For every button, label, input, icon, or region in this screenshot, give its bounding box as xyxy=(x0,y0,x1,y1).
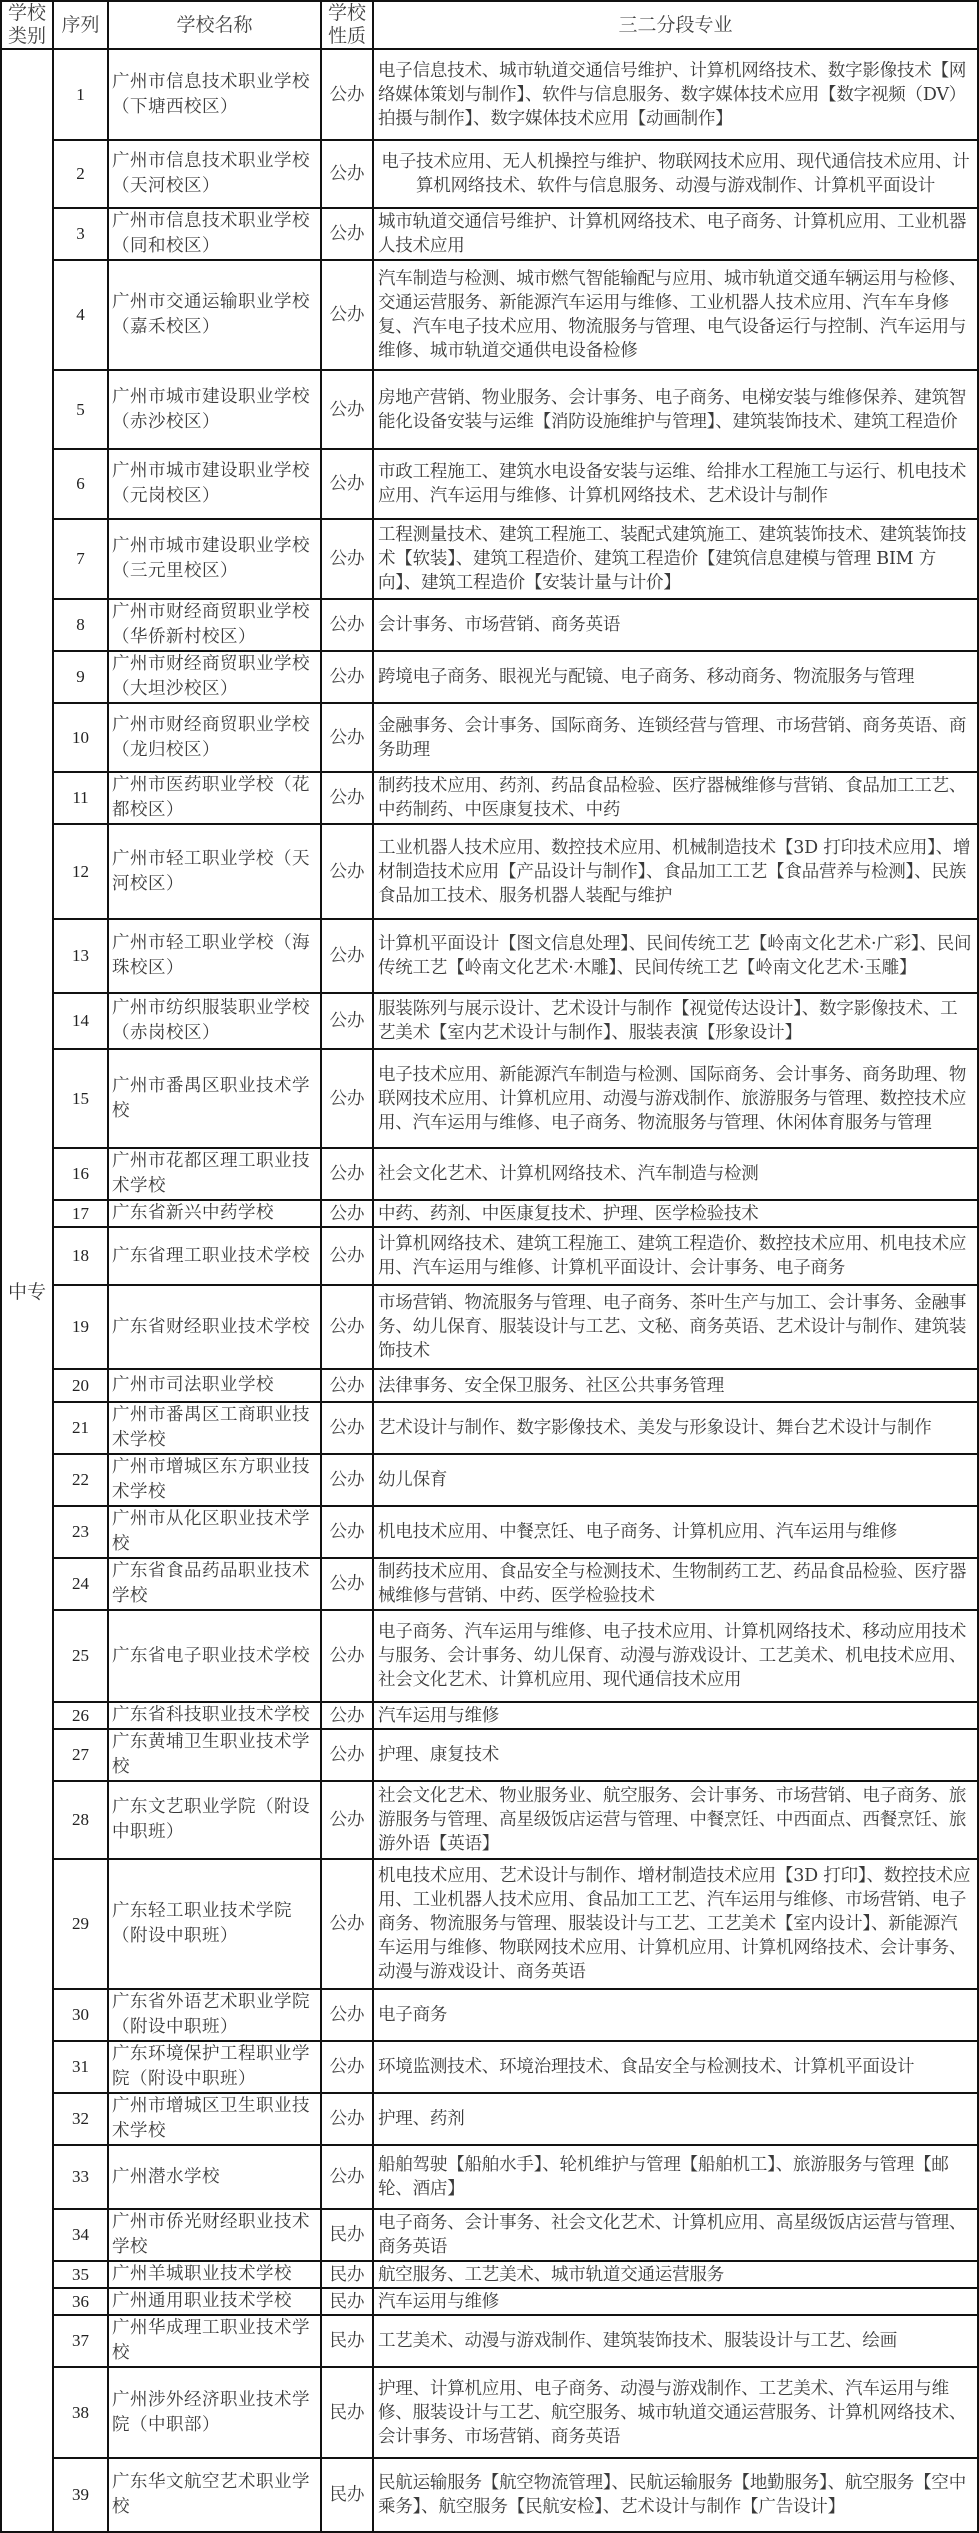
school-name-cell: 广东省财经职业技术学校 xyxy=(108,1285,321,1369)
header-school-name: 学校名称 xyxy=(108,1,321,49)
school-type-cell: 公办 xyxy=(321,919,373,993)
school-name-cell: 广州市花都区理工职业技术学校 xyxy=(108,1148,321,1200)
table-row xyxy=(1,824,978,919)
school-name-cell: 广东环境保护工程职业学院（附设中职班） xyxy=(108,2041,321,2093)
table-row xyxy=(1,370,978,449)
school-type-cell: 公办 xyxy=(321,2093,373,2145)
school-name-cell: 广州市交通运输职业学校（嘉禾校区） xyxy=(108,260,321,370)
majors-cell: 计算机网络技术、建筑工程施工、建筑工程造价、数控技术应用、机电技术应用、汽车运用与维修、计算机平面设计、会计事务、电子商务 xyxy=(373,1227,978,1285)
table-row xyxy=(1,1148,978,1200)
school-name-cell: 广州华成理工职业技术学校 xyxy=(108,2315,321,2367)
school-type-cell: 公办 xyxy=(321,993,373,1049)
majors-cell: 机电技术应用、中餐烹饪、电子商务、计算机应用、汽车运用与维修 xyxy=(373,1506,978,1558)
school-name-cell: 广州市信息技术职业学校（同和校区） xyxy=(108,208,321,260)
sequence-cell: 14 xyxy=(53,993,108,1049)
school-type-cell: 公办 xyxy=(321,824,373,919)
sequence-cell: 10 xyxy=(53,703,108,772)
majors-cell: 汽车制造与检测、城市燃气智能输配与应用、城市轨道交通车辆运用与检修、交通运营服务、新能源汽车运用与维修、工业机器人技术应用、汽车车身修复、汽车电子技术应用、物流服务与管理、电气设备运行与控制、汽车运用与维修、城市轨道交通供电设备检修 xyxy=(373,260,978,370)
majors-cell: 电子技术应用、新能源汽车制造与检测、国际商务、会计事务、商务助理、物联网技术应用、计算机应用、动漫与游戏制作、旅游服务与管理、数控技术应用、汽车运用与维修、电子商务、物流服务与管理、休闲体育服务与管理 xyxy=(373,1049,978,1148)
school-type-cell: 公办 xyxy=(321,1989,373,2041)
table-row xyxy=(1,2093,978,2145)
sequence-cell: 6 xyxy=(53,449,108,519)
sequence-cell: 35 xyxy=(53,2261,108,2288)
sequence-cell: 4 xyxy=(53,260,108,370)
majors-cell: 房地产营销、物业服务、会计事务、电子商务、电梯安装与维修保养、建筑智能化设备安装与运维【消防设施维护与管理】、建筑装饰技术、建筑工程造价 xyxy=(373,370,978,449)
table-row xyxy=(1,449,978,519)
school-name-cell: 广东文艺职业学院（附设中职班） xyxy=(108,1781,321,1859)
school-name-cell: 广州市轻工职业学校（天河校区） xyxy=(108,824,321,919)
table-row xyxy=(1,1702,978,1729)
majors-cell: 制药技术应用、药剂、药品食品检验、医疗器械维修与营销、食品加工工艺、中药制药、中医康复技术、中药 xyxy=(373,772,978,824)
table-row xyxy=(1,1610,978,1702)
school-type-cell: 公办 xyxy=(321,260,373,370)
table-row xyxy=(1,1285,978,1369)
school-name-cell: 广东省食品药品职业技术学校 xyxy=(108,1558,321,1610)
sequence-cell: 19 xyxy=(53,1285,108,1369)
table-row xyxy=(1,2367,978,2458)
sequence-cell: 37 xyxy=(53,2315,108,2367)
table-row xyxy=(1,1369,978,1402)
school-name-cell: 广州市财经商贸职业学校（龙归校区） xyxy=(108,703,321,772)
majors-cell: 环境监测技术、环境治理技术、食品安全与检测技术、计算机平面设计 xyxy=(373,2041,978,2093)
sequence-cell: 1 xyxy=(53,49,108,140)
school-name-cell: 广东轻工职业技术学院（附设中职班） xyxy=(108,1859,321,1989)
school-type-cell: 公办 xyxy=(321,519,373,599)
school-type-cell: 民办 xyxy=(321,2315,373,2367)
table-row xyxy=(1,1227,978,1285)
school-type-cell: 民办 xyxy=(321,2458,373,2532)
school-type-cell: 公办 xyxy=(321,140,373,208)
table-row xyxy=(1,2209,978,2261)
sequence-cell: 38 xyxy=(53,2367,108,2458)
school-name-cell: 广东省理工职业技术学校 xyxy=(108,1227,321,1285)
header-row xyxy=(1,1,978,49)
table-row xyxy=(1,1200,978,1227)
table-row xyxy=(1,651,978,703)
sequence-cell: 17 xyxy=(53,1200,108,1227)
sequence-cell: 11 xyxy=(53,772,108,824)
majors-cell: 航空服务、工艺美术、城市轨道交通运营服务 xyxy=(373,2261,978,2288)
table-row xyxy=(1,2041,978,2093)
table-row xyxy=(1,260,978,370)
school-name-cell: 广州涉外经济职业技术学院（中职部） xyxy=(108,2367,321,2458)
majors-cell: 市政工程施工、建筑水电设备安装与运维、给排水工程施工与运行、机电技术应用、汽车运用与维修、计算机网络技术、艺术设计与制作 xyxy=(373,449,978,519)
majors-cell: 计算机平面设计【图文信息处理】、民间传统工艺【岭南文化艺术·广彩】、民间传统工艺【岭南文化艺术·木雕】、民间传统工艺【岭南文化艺术·玉雕】 xyxy=(373,919,978,993)
majors-cell: 电子技术应用、无人机操控与维护、物联网技术应用、现代通信技术应用、计算机网络技术、软件与信息服务、动漫与游戏制作、计算机平面设计 xyxy=(373,140,978,208)
school-type-cell: 民办 xyxy=(321,2209,373,2261)
table-row xyxy=(1,772,978,824)
sequence-cell: 21 xyxy=(53,1402,108,1454)
sequence-cell: 31 xyxy=(53,2041,108,2093)
table-body xyxy=(1,49,978,2532)
majors-cell: 会计事务、市场营销、商务英语 xyxy=(373,599,978,651)
table-row xyxy=(1,2145,978,2209)
school-type-cell: 公办 xyxy=(321,1506,373,1558)
majors-cell: 城市轨道交通信号维护、计算机网络技术、电子商务、计算机应用、工业机器人技术应用 xyxy=(373,208,978,260)
school-type-cell: 公办 xyxy=(321,1200,373,1227)
school-name-cell: 广州市财经商贸职业学校（华侨新村校区） xyxy=(108,599,321,651)
table-row xyxy=(1,1506,978,1558)
school-name-cell: 广州市从化区职业技术学校 xyxy=(108,1506,321,1558)
majors-cell: 护理、康复技术 xyxy=(373,1729,978,1781)
sequence-cell: 34 xyxy=(53,2209,108,2261)
majors-cell: 服装陈列与展示设计、艺术设计与制作【视觉传达设计】、数字影像技术、工艺美术【室内艺术设计与制作】、服装表演【形象设计】 xyxy=(373,993,978,1049)
school-name-cell: 广州市番禺区工商职业技术学校 xyxy=(108,1402,321,1454)
school-type-cell: 公办 xyxy=(321,651,373,703)
school-type-cell: 公办 xyxy=(321,1227,373,1285)
school-type-cell: 民办 xyxy=(321,2261,373,2288)
table-row xyxy=(1,519,978,599)
majors-cell: 电子商务 xyxy=(373,1989,978,2041)
school-name-cell: 广州市侨光财经职业技术学校 xyxy=(108,2209,321,2261)
school-name-cell: 广东省外语艺术职业学院（附设中职班） xyxy=(108,1989,321,2041)
table-row xyxy=(1,2458,978,2532)
school-name-cell: 广东省电子职业技术学校 xyxy=(108,1610,321,1702)
school-type-cell: 公办 xyxy=(321,1285,373,1369)
majors-cell: 社会文化艺术、计算机网络技术、汽车制造与检测 xyxy=(373,1148,978,1200)
sequence-cell: 13 xyxy=(53,919,108,993)
school-type-cell: 民办 xyxy=(321,2367,373,2458)
table-row xyxy=(1,2315,978,2367)
school-type-cell: 公办 xyxy=(321,2041,373,2093)
table-row xyxy=(1,2261,978,2288)
school-type-cell: 公办 xyxy=(321,449,373,519)
sequence-cell: 5 xyxy=(53,370,108,449)
school-name-cell: 广东省新兴中药学校 xyxy=(108,1200,321,1227)
school-name-cell: 广州市信息技术职业学校（下塘西校区） xyxy=(108,49,321,140)
header-majors: 三二分段专业 xyxy=(373,1,978,49)
school-category-cell: 中专 xyxy=(1,49,53,2532)
table-row xyxy=(1,1859,978,1989)
school-name-cell: 广州市城市建设职业学校（元岗校区） xyxy=(108,449,321,519)
school-name-cell: 广州市财经商贸职业学校（大坦沙校区） xyxy=(108,651,321,703)
sequence-cell: 30 xyxy=(53,1989,108,2041)
school-name-cell: 广州市增城区东方职业技术学校 xyxy=(108,1454,321,1506)
majors-cell: 电子信息技术、城市轨道交通信号维护、计算机网络技术、数字影像技术【网络媒体策划与制作】、软件与信息服务、数字媒体技术应用【数字视频（DV）拍摄与制作】、数字媒体技术应用【动画制作】 xyxy=(373,49,978,140)
sequence-cell: 16 xyxy=(53,1148,108,1200)
sequence-cell: 18 xyxy=(53,1227,108,1285)
school-name-cell: 广州市番禺区职业技术学校 xyxy=(108,1049,321,1148)
table-row xyxy=(1,1402,978,1454)
school-name-cell: 广州市司法职业学校 xyxy=(108,1369,321,1402)
majors-cell: 工程测量技术、建筑工程施工、装配式建筑施工、建筑装饰技术、建筑装饰技术【软装】、建筑工程造价、建筑工程造价【建筑信息建模与管理 BIM 方向】、建筑工程造价【安装计量与计价】 xyxy=(373,519,978,599)
table-row xyxy=(1,1454,978,1506)
sequence-cell: 3 xyxy=(53,208,108,260)
table-row xyxy=(1,208,978,260)
table-row xyxy=(1,703,978,772)
majors-cell: 市场营销、物流服务与管理、电子商务、茶叶生产与加工、会计事务、金融事务、幼儿保育、服装设计与工艺、文秘、商务英语、艺术设计与制作、建筑装饰技术 xyxy=(373,1285,978,1369)
school-name-cell: 广东黄埔卫生职业技术学校 xyxy=(108,1729,321,1781)
table-row xyxy=(1,1049,978,1148)
table-row xyxy=(1,1989,978,2041)
school-type-cell: 公办 xyxy=(321,703,373,772)
majors-cell: 电子商务、会计事务、社会文化艺术、计算机应用、高星级饭店运营与管理、商务英语 xyxy=(373,2209,978,2261)
majors-cell: 护理、计算机应用、电子商务、动漫与游戏制作、工艺美术、汽车运用与维修、服装设计与工艺、航空服务、城市轨道交通运营服务、计算机网络技术、会计事务、市场营销、商务英语 xyxy=(373,2367,978,2458)
school-type-cell: 公办 xyxy=(321,1049,373,1148)
majors-cell: 法律事务、安全保卫服务、社区公共事务管理 xyxy=(373,1369,978,1402)
school-type-cell: 公办 xyxy=(321,1369,373,1402)
school-name-cell: 广州市城市建设职业学校（三元里校区） xyxy=(108,519,321,599)
school-type-cell: 公办 xyxy=(321,772,373,824)
school-type-cell: 公办 xyxy=(321,1702,373,1729)
school-name-cell: 广州羊城职业技术学校 xyxy=(108,2261,321,2288)
sequence-cell: 2 xyxy=(53,140,108,208)
majors-cell: 幼儿保育 xyxy=(373,1454,978,1506)
school-name-cell: 广州市医药职业学校（花都校区） xyxy=(108,772,321,824)
sequence-cell: 29 xyxy=(53,1859,108,1989)
table-row xyxy=(1,1729,978,1781)
sequence-cell: 24 xyxy=(53,1558,108,1610)
sequence-cell: 15 xyxy=(53,1049,108,1148)
table-row xyxy=(1,1558,978,1610)
sequence-cell: 20 xyxy=(53,1369,108,1402)
school-name-cell: 广州市增城区卫生职业技术学校 xyxy=(108,2093,321,2145)
majors-cell: 跨境电子商务、眼视光与配镜、电子商务、移动商务、物流服务与管理 xyxy=(373,651,978,703)
majors-cell: 工业机器人技术应用、数控技术应用、机械制造技术【3D 打印技术应用】、增材制造技术应用【产品设计与制作】、食品加工工艺【食品营养与检测】、民族食品加工技术、服务机器人装配与维护 xyxy=(373,824,978,919)
school-type-cell: 公办 xyxy=(321,208,373,260)
school-type-cell: 公办 xyxy=(321,1610,373,1702)
majors-cell: 制药技术应用、食品安全与检测技术、生物制药工艺、药品食品检验、医疗器械维修与营销、中药、医学检验技术 xyxy=(373,1558,978,1610)
school-type-cell: 公办 xyxy=(321,370,373,449)
sequence-cell: 25 xyxy=(53,1610,108,1702)
majors-cell: 护理、药剂 xyxy=(373,2093,978,2145)
sequence-cell: 23 xyxy=(53,1506,108,1558)
sequence-cell: 33 xyxy=(53,2145,108,2209)
table-row xyxy=(1,599,978,651)
majors-cell: 艺术设计与制作、数字影像技术、美发与形象设计、舞台艺术设计与制作 xyxy=(373,1402,978,1454)
sequence-cell: 22 xyxy=(53,1454,108,1506)
sequence-cell: 28 xyxy=(53,1781,108,1859)
sequence-cell: 36 xyxy=(53,2288,108,2315)
school-type-cell: 民办 xyxy=(321,2288,373,2315)
school-name-cell: 广州市纺织服装职业学校（赤岗校区） xyxy=(108,993,321,1049)
majors-cell: 社会文化艺术、物业服务业、航空服务、会计事务、市场营销、电子商务、旅游服务与管理、高星级饭店运营与管理、中餐烹饪、中西面点、西餐烹饪、旅游外语【英语】 xyxy=(373,1781,978,1859)
sequence-cell: 9 xyxy=(53,651,108,703)
school-type-cell: 公办 xyxy=(321,1454,373,1506)
majors-cell: 金融事务、会计事务、国际商务、连锁经营与管理、市场营销、商务英语、商务助理 xyxy=(373,703,978,772)
school-type-cell: 公办 xyxy=(321,1781,373,1859)
school-type-cell: 公办 xyxy=(321,1729,373,1781)
school-name-cell: 广州潜水学校 xyxy=(108,2145,321,2209)
sequence-cell: 8 xyxy=(53,599,108,651)
school-type-cell: 公办 xyxy=(321,1859,373,1989)
school-type-cell: 公办 xyxy=(321,599,373,651)
table-row xyxy=(1,140,978,208)
majors-cell: 汽车运用与维修 xyxy=(373,1702,978,1729)
majors-cell: 汽车运用与维修 xyxy=(373,2288,978,2315)
header-sequence: 序列 xyxy=(53,1,108,49)
sequence-cell: 26 xyxy=(53,1702,108,1729)
header-school-type: 学校性质 xyxy=(321,1,373,49)
sequence-cell: 32 xyxy=(53,2093,108,2145)
school-name-cell: 广东省科技职业技术学校 xyxy=(108,1702,321,1729)
table-row xyxy=(1,919,978,993)
school-type-cell: 公办 xyxy=(321,1148,373,1200)
sequence-cell: 12 xyxy=(53,824,108,919)
school-type-cell: 公办 xyxy=(321,49,373,140)
table-row xyxy=(1,2288,978,2315)
table-row xyxy=(1,49,978,140)
school-name-cell: 广州市城市建设职业学校（赤沙校区） xyxy=(108,370,321,449)
school-type-cell: 公办 xyxy=(321,1558,373,1610)
school-name-cell: 广州市轻工职业学校（海珠校区） xyxy=(108,919,321,993)
sequence-cell: 27 xyxy=(53,1729,108,1781)
school-type-cell: 公办 xyxy=(321,2145,373,2209)
school-name-cell: 广州通用职业技术学校 xyxy=(108,2288,321,2315)
majors-cell: 电子商务、汽车运用与维修、电子技术应用、计算机网络技术、移动应用技术与服务、会计事务、幼儿保育、动漫与游戏设计、工艺美术、机电技术应用、社会文化艺术、计算机应用、现代通信技术应用 xyxy=(373,1610,978,1702)
school-name-cell: 广东华文航空艺术职业学校 xyxy=(108,2458,321,2532)
majors-cell: 民航运输服务【航空物流管理】、民航运输服务【地勤服务】、航空服务【空中乘务】、航空服务【民航安检】、艺术设计与制作【广告设计】 xyxy=(373,2458,978,2532)
table-row xyxy=(1,1781,978,1859)
sequence-cell: 39 xyxy=(53,2458,108,2532)
sequence-cell: 7 xyxy=(53,519,108,599)
table-row xyxy=(1,993,978,1049)
header-category: 学校类别 xyxy=(1,1,53,49)
majors-cell: 工艺美术、动漫与游戏制作、建筑装饰技术、服装设计与工艺、绘画 xyxy=(373,2315,978,2367)
majors-cell: 船舶驾驶【船舶水手】、轮机维护与管理【船舶机工】、旅游服务与管理【邮轮、酒店】 xyxy=(373,2145,978,2209)
majors-cell: 中药、药剂、中医康复技术、护理、医学检验技术 xyxy=(373,1200,978,1227)
school-name-cell: 广州市信息技术职业学校（天河校区） xyxy=(108,140,321,208)
majors-cell: 机电技术应用、艺术设计与制作、增材制造技术应用【3D 打印】、数控技术应用、工业机器人技术应用、食品加工工艺、汽车运用与维修、市场营销、电子商务、物流服务与管理、服装设计与工艺、工艺美术【室内设计】、新能源汽车运用与维修、物联网技术应用、计算机应用、计算机网络技术、会计事务、动漫与游戏设计、商务英语 xyxy=(373,1859,978,1989)
school-type-cell: 公办 xyxy=(321,1402,373,1454)
